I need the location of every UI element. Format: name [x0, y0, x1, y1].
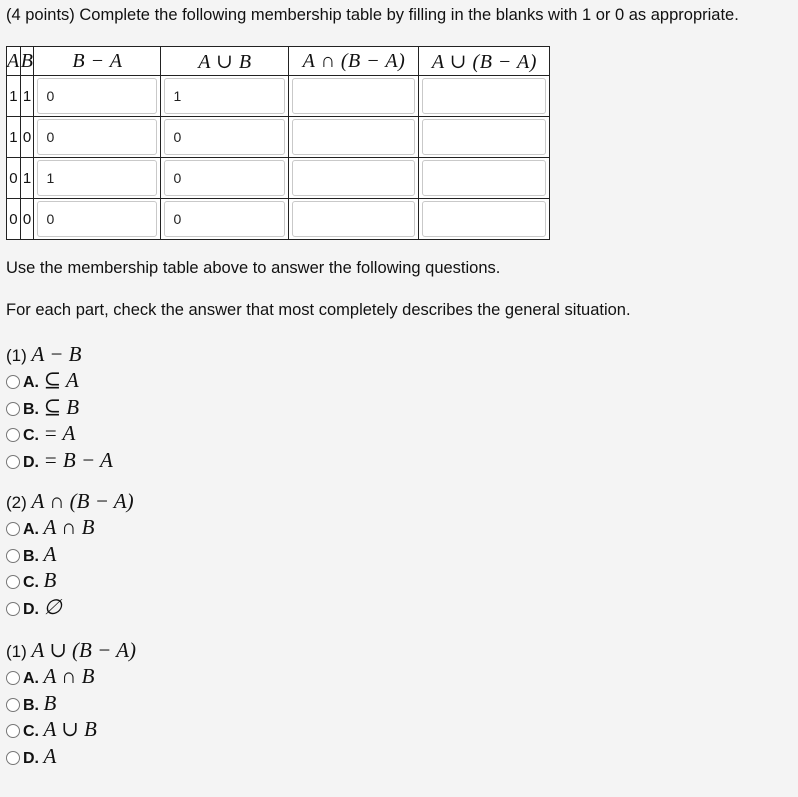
option-d[interactable]	[6, 743, 136, 770]
a-union-b-value: 0	[164, 201, 285, 237]
table-header-row	[7, 47, 550, 76]
option-d[interactable]	[6, 594, 134, 621]
question-expression: A ∩ (B − A)	[31, 489, 134, 513]
cell-b: 0	[20, 117, 34, 158]
question-header	[6, 488, 134, 514]
option-value: A	[43, 541, 57, 566]
header-a-union-b: A ∪ B	[161, 47, 289, 76]
question-number: (1)	[6, 642, 27, 661]
option-b[interactable]	[6, 690, 136, 717]
option-letter: C.	[23, 723, 39, 741]
header-a: A	[7, 47, 21, 76]
radio-button[interactable]	[6, 751, 20, 765]
b-minus-a-value: 0	[37, 78, 157, 114]
radio-button[interactable]	[6, 402, 20, 416]
header-a-intersect-b-minus-a: A ∩ (B − A)	[289, 47, 419, 76]
radio-button[interactable]	[6, 522, 20, 536]
question-header	[6, 637, 136, 663]
question-2	[6, 488, 134, 621]
option-d[interactable]	[6, 447, 113, 474]
option-c[interactable]	[6, 420, 113, 447]
option-a[interactable]	[6, 514, 134, 541]
question-expression: A ∪ (B − A)	[31, 638, 136, 662]
option-b[interactable]	[6, 541, 134, 568]
option-a[interactable]	[6, 367, 113, 394]
header-a-union-b-minus-a: A ∪ (B − A)	[419, 47, 550, 76]
option-letter: D.	[23, 454, 39, 472]
option-value: A ∪ B	[43, 717, 97, 742]
option-b[interactable]	[6, 394, 113, 421]
radio-button[interactable]	[6, 549, 20, 563]
option-letter: B.	[23, 547, 39, 565]
radio-button[interactable]	[6, 602, 20, 616]
option-letter: D.	[23, 750, 39, 768]
option-value: B	[43, 568, 57, 593]
a-union-b-minus-a-input[interactable]	[422, 119, 546, 155]
problem-prompt: (4 points) Complete the following membership table by filling in the blanks with 1 or 0 as appropriate.	[6, 6, 739, 24]
question-header	[6, 341, 113, 367]
a-union-b-value: 1	[164, 78, 285, 114]
a-union-b-value: 0	[164, 119, 285, 155]
option-value: A ∩ B	[43, 664, 95, 688]
option-value: A ∩ B	[43, 515, 95, 539]
header-b: B	[20, 47, 34, 76]
option-letter: A.	[23, 374, 39, 391]
a-union-b-minus-a-input[interactable]	[422, 201, 546, 237]
a-union-b-minus-a-input[interactable]	[422, 78, 546, 114]
option-c[interactable]	[6, 716, 136, 743]
a-intersect-b-minus-a-input[interactable]	[292, 78, 415, 114]
cell-a: 0	[7, 158, 21, 199]
question-expression: A − B	[31, 342, 82, 366]
option-letter: C.	[23, 427, 39, 445]
b-minus-a-value: 0	[37, 119, 157, 155]
membership-table	[6, 46, 550, 240]
cell-a: 0	[7, 199, 21, 240]
option-value: = B − A	[43, 448, 113, 473]
option-value: A	[43, 744, 57, 769]
a-union-b-minus-a-input[interactable]	[422, 160, 546, 196]
option-c[interactable]	[6, 567, 134, 594]
option-a[interactable]	[6, 663, 136, 690]
instructions-check: For each part, check the answer that most completely describes the general situation.	[6, 301, 631, 319]
option-letter: B.	[23, 696, 39, 714]
cell-a: 1	[7, 76, 21, 117]
header-b-minus-a: B − A	[34, 47, 161, 76]
radio-button[interactable]	[6, 375, 20, 389]
b-minus-a-value: 0	[37, 201, 157, 237]
cell-b: 1	[20, 158, 34, 199]
option-value: B	[43, 690, 57, 715]
radio-button[interactable]	[6, 428, 20, 442]
table-row	[7, 76, 550, 117]
a-union-b-value: 0	[164, 160, 285, 196]
option-value: ∅	[43, 595, 62, 620]
question-number: (2)	[6, 493, 27, 512]
option-value: ⊆ A	[43, 368, 79, 392]
cell-a: 1	[7, 117, 21, 158]
a-intersect-b-minus-a-input[interactable]	[292, 119, 415, 155]
option-letter: D.	[23, 601, 39, 619]
table-row	[7, 158, 550, 199]
table-row	[7, 199, 550, 240]
option-letter: C.	[23, 574, 39, 592]
radio-button[interactable]	[6, 575, 20, 589]
question-1	[6, 341, 113, 474]
table-row	[7, 117, 550, 158]
radio-button[interactable]	[6, 724, 20, 738]
question-3	[6, 637, 136, 770]
radio-button[interactable]	[6, 455, 20, 469]
option-letter: B.	[23, 400, 39, 418]
radio-button[interactable]	[6, 671, 20, 685]
option-letter: A.	[23, 670, 39, 687]
cell-b: 1	[20, 76, 34, 117]
radio-button[interactable]	[6, 698, 20, 712]
b-minus-a-value: 1	[37, 160, 157, 196]
option-letter: A.	[23, 521, 39, 538]
instructions-table: Use the membership table above to answer the following questions.	[6, 259, 501, 277]
question-number: (1)	[6, 346, 27, 365]
a-intersect-b-minus-a-input[interactable]	[292, 160, 415, 196]
option-value: ⊆ B	[43, 394, 80, 419]
a-intersect-b-minus-a-input[interactable]	[292, 201, 415, 237]
cell-b: 0	[20, 199, 34, 240]
option-value: = A	[43, 421, 76, 446]
